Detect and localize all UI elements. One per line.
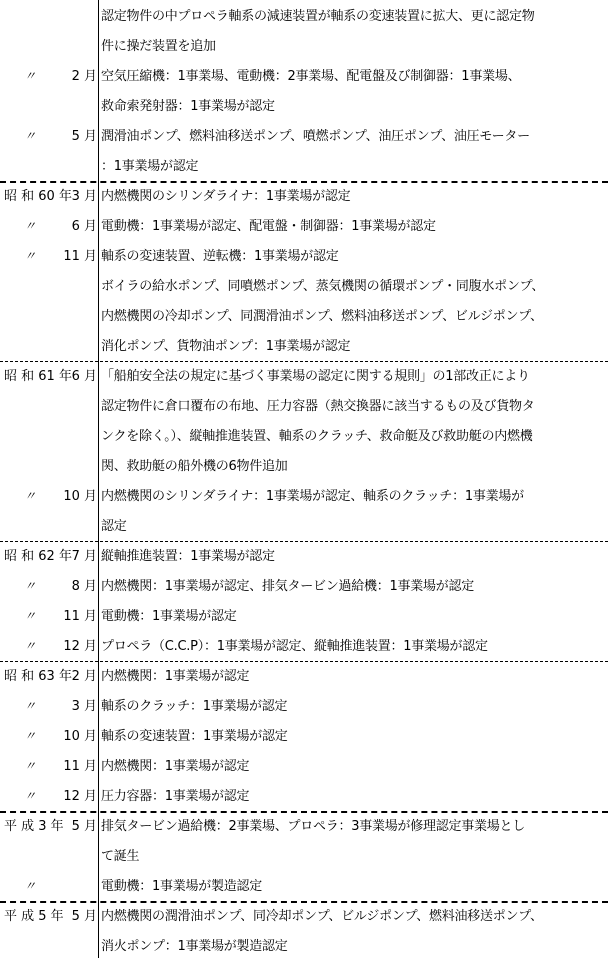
entry-text: ンクを除く。）、縦軸推進装置、軸系のクラッチ、救命艇及び救助艇の内燃機: [101, 429, 533, 444]
month: 6 月: [71, 369, 97, 384]
month: 3 月: [71, 189, 97, 204]
date-cell: [0, 752, 97, 782]
entry-text: プロペラ（C.C.P）：1事業場が認定、縦軸推進装置：1事業場が認定: [101, 639, 488, 654]
date-cell: [0, 602, 97, 632]
ditto-mark: 〃: [24, 219, 37, 233]
ditto-mark: 〃: [24, 609, 37, 623]
entry-text: 電動機：1事業場が認定: [101, 609, 237, 624]
date-cell: [0, 122, 97, 152]
ditto-mark: 〃: [24, 759, 37, 773]
entry-text: 「船舶安全法の規定に基づく事業場の認定に関する規則」の1部改正により: [101, 369, 530, 384]
entry-text: 軸系の変速装置：1事業場が認定: [101, 729, 288, 744]
ditto-mark: 〃: [24, 249, 37, 263]
era-year: 昭 和 60 年: [4, 189, 72, 204]
entry-text: 内燃機関：1事業場が認定: [101, 669, 250, 684]
date-cell: [0, 872, 97, 902]
entry-text: 縦軸推進装置：1事業場が認定: [101, 549, 275, 564]
entry-text: 電動機：1事業場が製造認定: [101, 879, 263, 894]
date-cell: [0, 362, 97, 392]
entry-text: 内燃機関のシリンダライナ：1事業場が認定: [101, 189, 351, 204]
ditto-mark: 〃: [24, 579, 37, 593]
entry-text: て誕生: [101, 849, 140, 864]
month: 3 月: [71, 699, 97, 714]
date-cell: [0, 902, 97, 932]
ditto-mark: 〃: [24, 489, 37, 503]
month: 12 月: [63, 789, 97, 804]
column-divider: [98, 0, 99, 958]
ditto-mark: 〃: [24, 789, 37, 803]
entry-text: 内燃機関の潤滑油ポンプ、同冷却ポンプ、ビルジポンプ、燃料油移送ポンプ、: [101, 909, 543, 924]
month: 5 月: [71, 819, 97, 834]
entry-text: 内燃機関のシリンダライナ：1事業場が認定、軸系のクラッチ：1事業場が: [101, 489, 524, 504]
entry-text: 電動機：1事業場が認定、配電盤・制御器：1事業場が認定: [101, 219, 436, 234]
date-cell: [0, 482, 97, 512]
entry-text: 内燃機関：1事業場が認定: [101, 759, 250, 774]
month: 2 月: [71, 669, 97, 684]
ditto-mark: 〃: [24, 729, 37, 743]
month: 7 月: [71, 549, 97, 564]
era-year: 平 成 3 年: [4, 819, 64, 834]
ditto-mark: 〃: [24, 699, 37, 713]
date-cell: [0, 242, 97, 272]
era-year: 昭 和 63 年: [4, 669, 72, 684]
era-year: 昭 和 61 年: [4, 369, 72, 384]
date-cell: [0, 812, 97, 842]
date-cell: [0, 62, 97, 92]
date-cell: [0, 722, 97, 752]
date-cell: [0, 662, 97, 692]
entry-text: 認定物件の中プロペラ軸系の減速装置が軸系の変速装置に拡大、更に認定物: [101, 9, 535, 24]
date-cell: [0, 632, 97, 662]
entry-text: 救命索発射器：1事業場が認定: [101, 99, 275, 114]
month: 5 月: [71, 909, 97, 924]
date-cell: [0, 182, 97, 212]
ditto-mark: 〃: [24, 129, 37, 143]
entry-text: 内燃機関：1事業場が認定、排気タービン過給機：1事業場が認定: [101, 579, 475, 594]
entry-text: 軸系のクラッチ：1事業場が認定: [101, 699, 288, 714]
month: 6 月: [71, 219, 97, 234]
month: 11 月: [63, 249, 97, 264]
month: 2 月: [71, 69, 97, 84]
ditto-mark: 〃: [24, 879, 37, 893]
entry-text: 空気圧縮機：1事業場、電動機：2事業場、配電盤及び制御器：1事業場、: [101, 69, 521, 84]
era-year: 昭 和 62 年: [4, 549, 72, 564]
entry-text: 認定物件に倉口覆布の布地、圧力容器（熱交換器に該当するもの及び貨物タ: [101, 399, 535, 414]
entry-text: 内燃機関の冷却ポンプ、同潤滑油ポンプ、燃料油移送ポンプ、ビルジポンプ、: [101, 309, 543, 324]
entry-text: 消化ポンプ、貨物油ポンプ：1事業場が認定: [101, 339, 351, 354]
era-year: 平 成 5 年: [4, 909, 64, 924]
entry-text: 件に操だ装置を追加: [101, 39, 216, 54]
entry-text: 消火ポンプ：1事業場が製造認定: [101, 939, 288, 954]
ditto-mark: 〃: [24, 69, 37, 83]
month: 10 月: [63, 489, 97, 504]
date-cell: [0, 212, 97, 242]
month: 10 月: [63, 729, 97, 744]
date-cell: [0, 692, 97, 722]
entry-text: 認定: [101, 519, 127, 534]
month: 8 月: [71, 579, 97, 594]
month: 5 月: [71, 129, 97, 144]
entry-text: 排気タービン過給機：2事業場、プロペラ：3事業場が修理認定事業場とし: [101, 819, 526, 834]
entry-text: 潤滑油ポンプ、燃料油移送ポンプ、噴燃ポンプ、油圧ポンプ、油圧モーター: [101, 129, 530, 144]
date-cell: [0, 782, 97, 812]
entry-text: 圧力容器：1事業場が認定: [101, 789, 250, 804]
entry-text: 関、救助艇の船外機の6物件追加: [101, 459, 288, 474]
month: 11 月: [63, 759, 97, 774]
entry-text: ボイラの給水ポンプ、同噴燃ポンプ、蒸気機関の循環ポンプ・同腹水ポンプ、: [101, 279, 545, 294]
month: 11 月: [63, 609, 97, 624]
entry-text: ：1事業場が認定: [101, 159, 199, 174]
month: 12 月: [63, 639, 97, 654]
entry-text: 軸系の変速装置、逆転機：1事業場が認定: [101, 249, 339, 264]
date-cell: [0, 572, 97, 602]
date-cell: [0, 542, 97, 572]
ditto-mark: 〃: [24, 639, 37, 653]
